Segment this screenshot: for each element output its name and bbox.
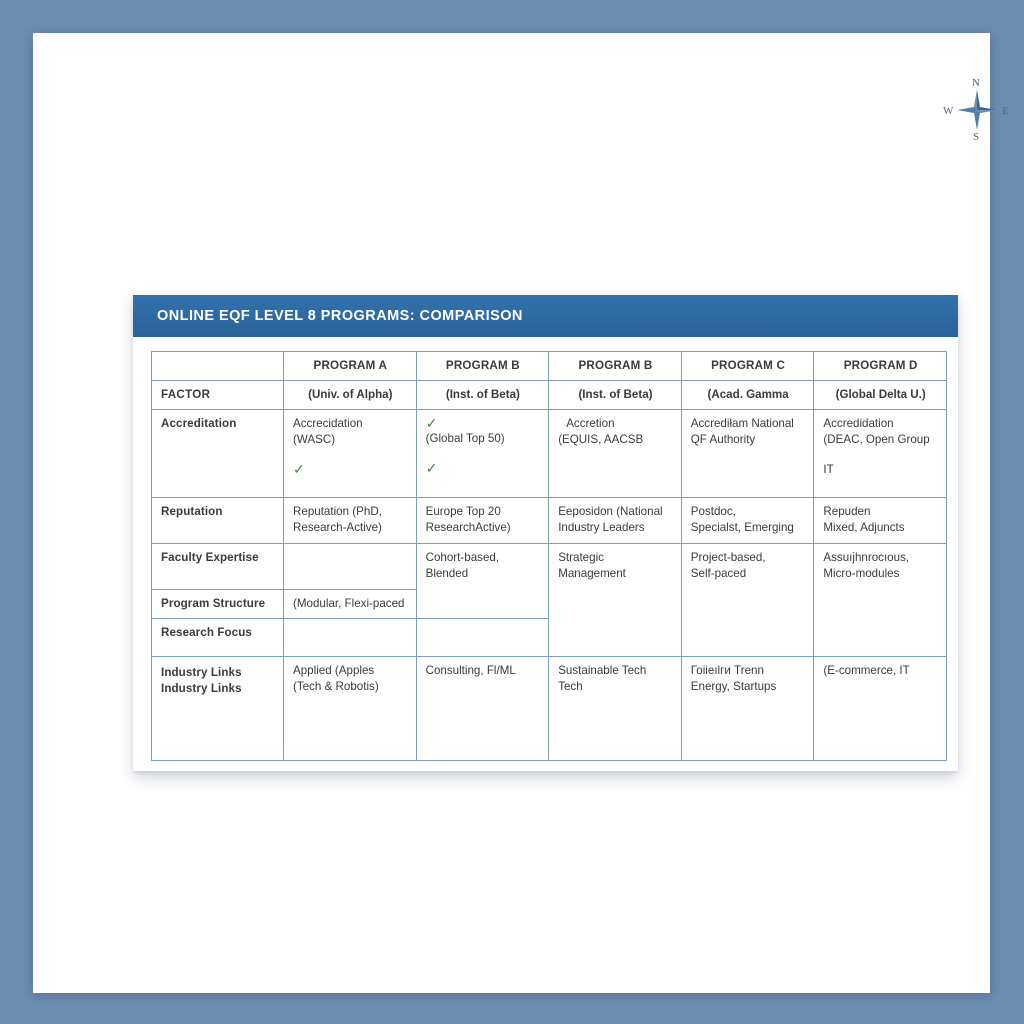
cell-industry-links-program-c [681,656,814,760]
comparison-card [133,293,958,771]
cell-structure-program-b2 [549,543,682,656]
cell-line: Europe Top 20 [425,504,501,518]
cell-reputation-program-b [416,497,549,543]
cell-structure-program-a [284,589,417,618]
header-institution-b2: (Inst. of Beta) [549,380,682,409]
cell-line: Strategic [558,550,604,564]
cell-line: Consulting, Fl/ML [425,663,516,677]
cell-line: Assuıјhnrocıous, [823,550,910,564]
cell-line: ResearchActive) [425,520,511,534]
row-label-accreditation: Accreditation [152,409,284,497]
row-label-line: Industry Links [161,681,242,695]
cell-line: Repuden [823,504,871,518]
table-header-program-row [152,352,947,381]
cell-line: IT [823,462,834,476]
cell-line: Micro-modules [823,566,900,580]
header-program-a: PROGRAM A [284,352,417,381]
cell-line: Management [558,566,626,580]
row-label-line: Industry Links [161,665,242,679]
check-icon: ✓ [425,460,438,477]
cell-line: Accretion [566,416,615,430]
cell-line: Eeposidon (National [558,504,663,518]
header-institution-c: (Acad. Gamma [681,380,814,409]
cell-structure-program-b [416,543,549,618]
cell-gap [293,448,408,462]
cell-industry-links-program-a [284,656,417,760]
cell-line: Self-paced [690,566,747,580]
page-title: ONLINE EQF LEVEL 8 PROGRAMS: COMPARISON [157,308,523,324]
cell-structure-program-d [814,543,947,656]
cell-line: Accrecidation [293,416,363,430]
cell-line: Blended [425,566,469,580]
cell-industry-links-program-d [814,656,947,760]
cell-structure-program-c [681,543,814,656]
cell-line: Reputation (PhD, [293,504,382,518]
compass-rose [938,77,1014,145]
row-label-industry-links [152,656,284,760]
cell-industry-links-program-b [416,656,549,760]
header-program-b2: PROGRAM B [549,352,682,381]
cell-reputation-program-b2 [549,497,682,543]
cell-gap [823,448,938,462]
header-program-b: PROGRAM B [416,352,549,381]
row-label-program-structure: Program Structure [152,589,284,618]
cell-line: Accredidation [823,416,894,430]
cell-reputation-program-d [814,497,947,543]
header-institution-b: (Inst. of Beta) [416,380,549,409]
table-row-faculty-expertise [152,543,947,589]
cell-reputation-program-c [681,497,814,543]
cell-line: Sustainable Tech [558,663,647,677]
header-institution-a: (Univ. of Alpha) [284,380,417,409]
row-label-reputation: Reputation [152,497,284,543]
header-institution-d: (Global Delta U.) [814,380,947,409]
cell-accreditation-program-b [416,409,549,497]
cell-line: (DEAC, Open Group [823,432,930,446]
card-title-bar [133,295,958,337]
cell-line: (Global Top 50) [425,432,505,446]
row-label-faculty-expertise: Faculty Expertise [152,543,284,589]
cell-accreditation-program-b2 [549,409,682,497]
compass-west-label: W [943,105,954,117]
header-program-c: PROGRAM C [681,352,814,381]
check-icon: ✓ [425,414,438,431]
table-row-industry-links [152,656,947,760]
header-corner-blank [152,352,284,381]
header-program-d: PROGRAM D [814,352,947,381]
cell-line: Tech [558,679,583,693]
cell-research-focus-program-a [284,618,417,656]
compass-south-label: S [973,131,980,143]
cell-reputation-program-a [284,497,417,543]
cell-accreditation-program-a [284,409,417,497]
compass-star-icon [956,89,998,131]
cell-line: Project-based, [690,550,766,564]
cell-line: Energy, Startups [690,679,777,693]
check-icon: ✓ [293,460,305,477]
table-header-institution-row [152,380,947,409]
cell-line: (WASC) [293,432,336,446]
cell-accreditation-program-d [814,409,947,497]
paper-sheet [33,33,1010,993]
cell-line: Accrediłam National [690,416,794,430]
cell-line: Mixed, Adjuncts [823,520,905,534]
header-factor-label: FACTOR [152,380,284,409]
cell-line: (E-commerce, IT [823,663,910,677]
cell-line: Гоiieılги Trenn [690,663,764,677]
table-row-reputation [152,497,947,543]
cell-line: (Tech & Robotis) [293,679,379,693]
cell-line: Research-Active) [293,520,382,534]
table-row-accreditation [152,409,947,497]
cell-line: Specialst, Emerging [690,520,794,534]
cell-accreditation-program-c [681,409,814,497]
cell-industry-links-program-b2 [549,656,682,760]
cell-line: Postdoc, [690,504,736,518]
comparison-table [151,351,947,761]
cell-line: (EQUIS, AACSB [558,432,644,446]
cell-faculty-expertise-program-a [284,543,417,589]
compass-east-label: E [1002,105,1010,117]
cell-line: Cohort-based, [425,550,500,564]
row-label-research-focus: Research Focus [152,618,284,656]
cell-line: QF Authority [690,432,756,446]
cell-line: Industry Leaders [558,520,645,534]
cell-gap [426,447,541,461]
cell-line: Applied (Apples [293,663,375,677]
compass-north-label: N [972,77,981,89]
cell-line: (Modular, Flexi-paced [293,596,405,610]
